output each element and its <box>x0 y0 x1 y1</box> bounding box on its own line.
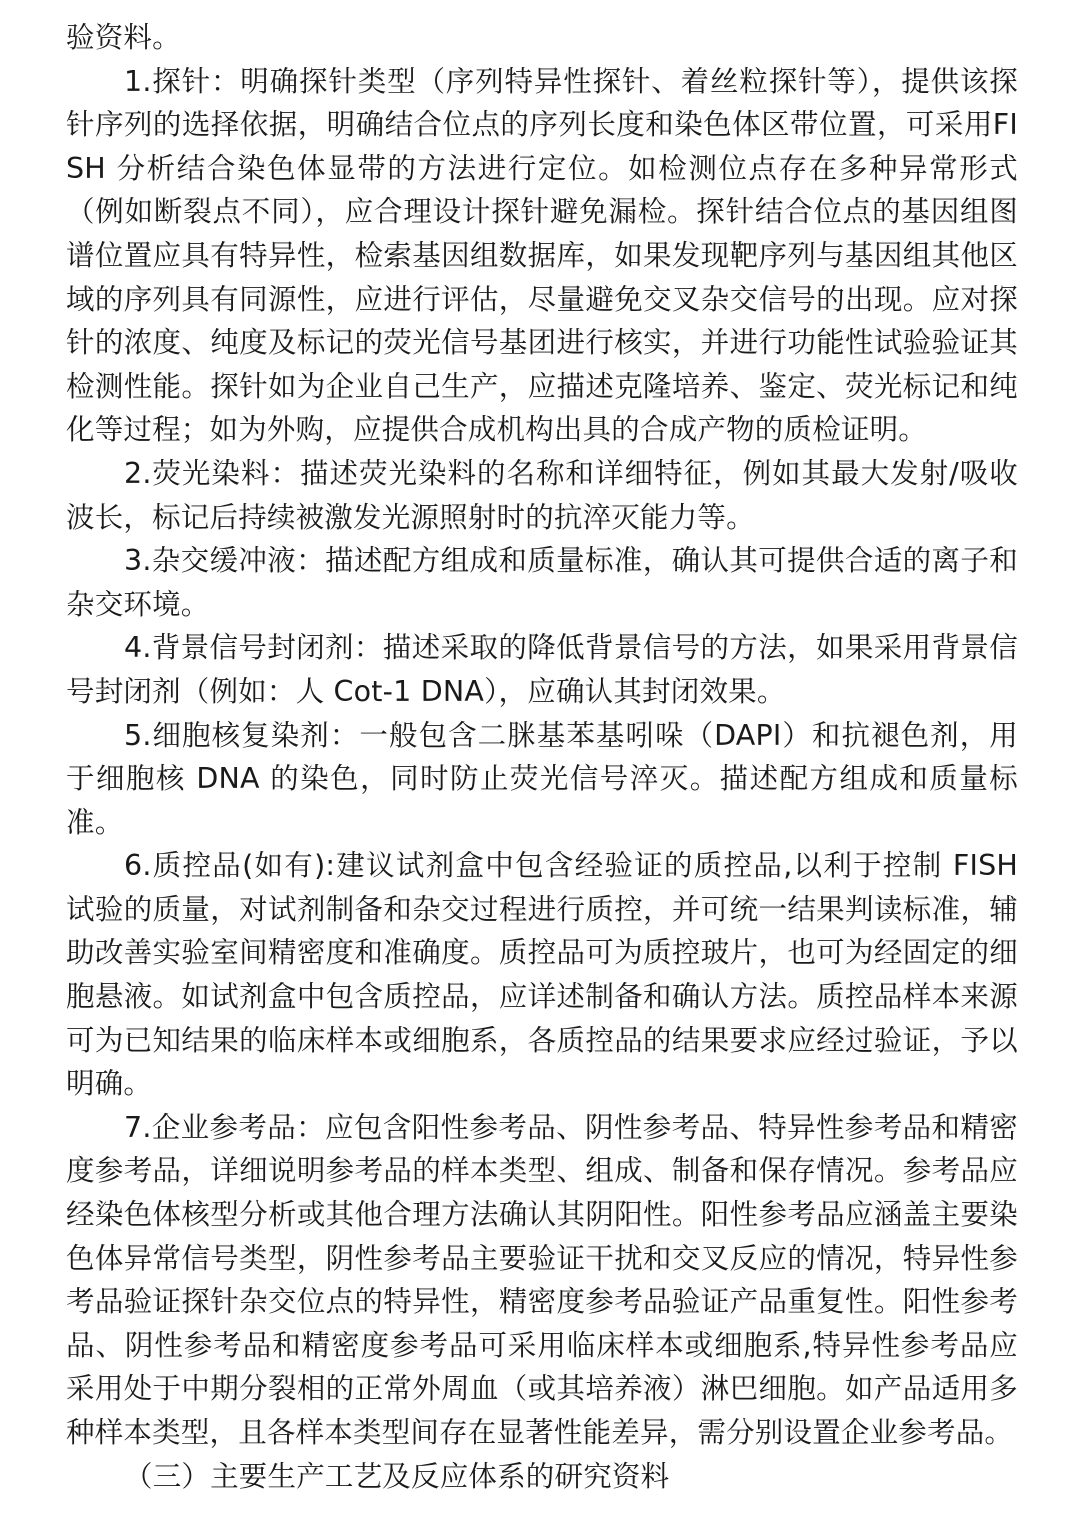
document-page <box>66 16 1018 1498</box>
paragraph-reference-materials: 7.企业参考品：应包含阳性参考品、阴性参考品、特异性参考品和精密度参考品，详细说明参考品的样本类型、组成、制备和保存情况。参考品应经染色体核型分析或其他合理方法确认其阴阳性。阳性参考品应涵盖主要染色体异常信号类型，阴性参考品主要验证干扰和交叉反应的情况，特异性参考品验证探针杂交位点的特异性，精密度参考品验证产品重复性。阳性参考品、阴性参考品和精密度参考品可采用临床样本或细胞系,特异性参考品应采用处于中期分裂相的正常外周血（或其培养液）淋巴细胞。如产品适用多种样本类型，且各样本类型间存在显著性能差异，需分别设置企业参考品。 <box>66 1110 1018 1449</box>
paragraph-continuation: 验资料。 <box>66 21 181 54</box>
paragraph-nuclear-counterstain: 5.细胞核复染剂：一般包含二脒基苯基吲哚（DAPI）和抗褪色剂，用于细胞核 DNA 的染色，同时防止荧光信号淬灭。描述配方组成和质量标准。 <box>66 718 1018 839</box>
section-heading: （三）主要生产工艺及反应体系的研究资料 <box>124 1459 670 1493</box>
paragraph-hybridization-buffer: 3.杂交缓冲液：描述配方组成和质量标准，确认其可提供合适的离子和杂交环境。 <box>66 544 1018 621</box>
paragraph-background-blocker: 4.背景信号封闭剂：描述采取的降低背景信号的方法，如果采用背景信号封闭剂（例如：人 Cot-1 DNA），应确认其封闭效果。 <box>66 631 1018 708</box>
paragraph-quality-control: 6.质控品(如有):建议试剂盒中包含经验证的质控品,以利于控制 FISH 试验的质量，对试剂制备和杂交过程进行质控，并可统一结果判读标准，辅助改善实验室间精密度和准确度。质控品可为质控玻片，也可为经固定的细胞悬液。如试剂盒中包含质控品，应详述制备和确认方法。质控品样本来源可为已知结果的临床样本或细胞系，各质控品的结果要求应经过验证，予以明确。 <box>66 849 1018 1101</box>
paragraph-probe: 1.探针：明确探针类型（序列特异性探针、着丝粒探针等），提供该探针序列的选择依据，明确结合位点的序列长度和染色体区带位置，可采用FISH 分析结合染色体显带的方法进行定位。如检测位点存在多种异常形式（例如断裂点不同），应合理设计探针避免漏检。探针结合位点的基因组图谱位置应具有特异性，检索基因组数据库，如果发现靶序列与基因组其他区域的序列具有同源性，应进行评估，尽量避免交叉杂交信号的出现。应对探针的浓度、纯度及标记的荧光信号基团进行核实，并进行功能性试验验证其检测性能。探针如为企业自己生产，应描述克隆培养、鉴定、荧光标记和纯化等过程；如为外购，应提供合成机构出具的合成产物的质检证明。 <box>66 64 1018 447</box>
paragraph-fluorescent-dye: 2.荧光染料：描述荧光染料的名称和详细特征，例如其最大发射/吸收波长，标记后持续被激发光源照射时的抗淬灭能力等。 <box>66 456 1018 534</box>
